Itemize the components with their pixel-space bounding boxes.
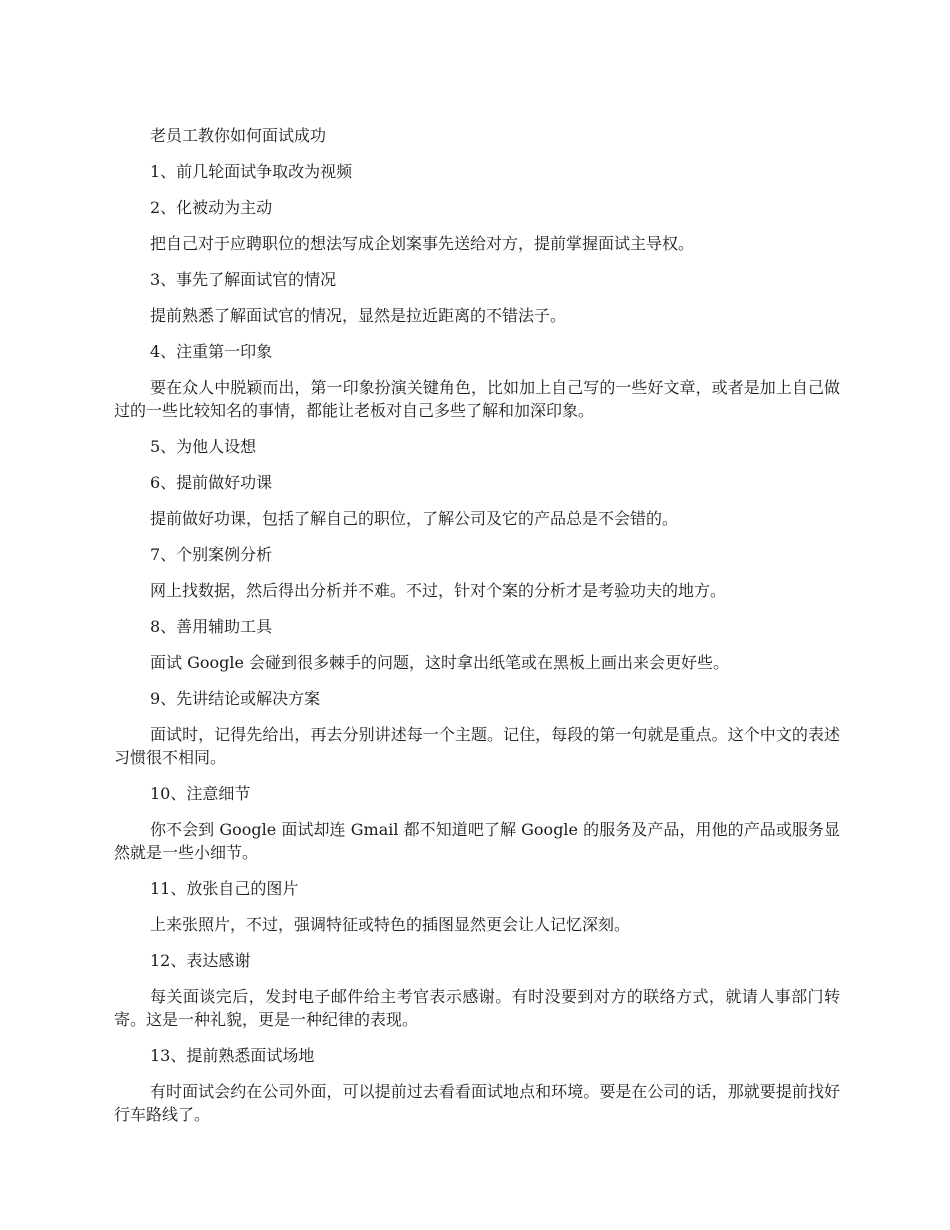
body-paragraph: 你不会到 Google 面试却连 Gmail 都不知道吧了解 Google 的服务及产品，用他的产品或服务显然就是一些小细节。 [114, 820, 840, 862]
heading-7: 7、个别案例分析 [150, 545, 273, 564]
body-paragraph: 面试时，记得先给出，再去分别讲述每一个主题。记住，每段的第一句就是重点。这个中文的表述习惯很不相同。 [114, 725, 840, 767]
heading-6: 6、提前做好功课 [150, 473, 273, 492]
body-paragraph: 提前做好功课，包括了解自己的职位，了解公司及它的产品总是不会错的。 [150, 509, 679, 528]
body-paragraph: 每关面谈完后，发封电子邮件给主考官表示感谢。有时没要到对方的联络方式，就请人事部门转寄。这是一种礼貌，更是一种纪律的表现。 [114, 987, 840, 1029]
heading-2: 2、化被动为主动 [150, 198, 273, 217]
heading-4: 4、注重第一印象 [150, 342, 273, 361]
heading-13: 13、提前熟悉面试场地 [150, 1046, 315, 1065]
body-paragraph: 有时面试会约在公司外面，可以提前过去看看面试地点和环境。要是在公司的话，那就要提前找好行车路线了。 [114, 1082, 840, 1124]
body-paragraph: 网上找数据，然后得出分析并不难。不过，针对个案的分析才是考验功夫的地方。 [150, 581, 727, 600]
document-title: 老员工教你如何面试成功 [150, 126, 327, 145]
heading-5: 5、为他人设想 [150, 437, 257, 456]
heading-9: 9、先讲结论或解决方案 [150, 689, 321, 708]
body-paragraph: 要在众人中脱颖而出，第一印象扮演关键角色，比如加上自己写的一些好文章，或者是加上自己做过的一些比较知名的事情，都能让老板对自己多些了解和加深印象。 [114, 378, 840, 420]
heading-10: 10、注意细节 [150, 784, 251, 803]
body-paragraph: 面试 Google 会碰到很多棘手的问题，这时拿出纸笔或在黑板上画出来会更好些。 [150, 653, 730, 672]
body-paragraph: 提前熟悉了解面试官的情况，显然是拉近距离的不错法子。 [150, 306, 567, 325]
heading-12: 12、表达感谢 [150, 951, 251, 970]
heading-3: 3、事先了解面试官的情况 [150, 270, 337, 289]
body-paragraph: 把自己对于应聘职位的想法写成企划案事先送给对方，提前掌握面试主导权。 [150, 234, 695, 253]
document-page [114, 124, 840, 1126]
heading-1: 1、前几轮面试争取改为视频 [150, 162, 353, 181]
body-paragraph: 上来张照片，不过，强调特征或特色的插图显然更会让人记忆深刻。 [150, 915, 631, 934]
heading-11: 11、放张自己的图片 [150, 879, 299, 898]
heading-8: 8、善用辅助工具 [150, 617, 273, 636]
